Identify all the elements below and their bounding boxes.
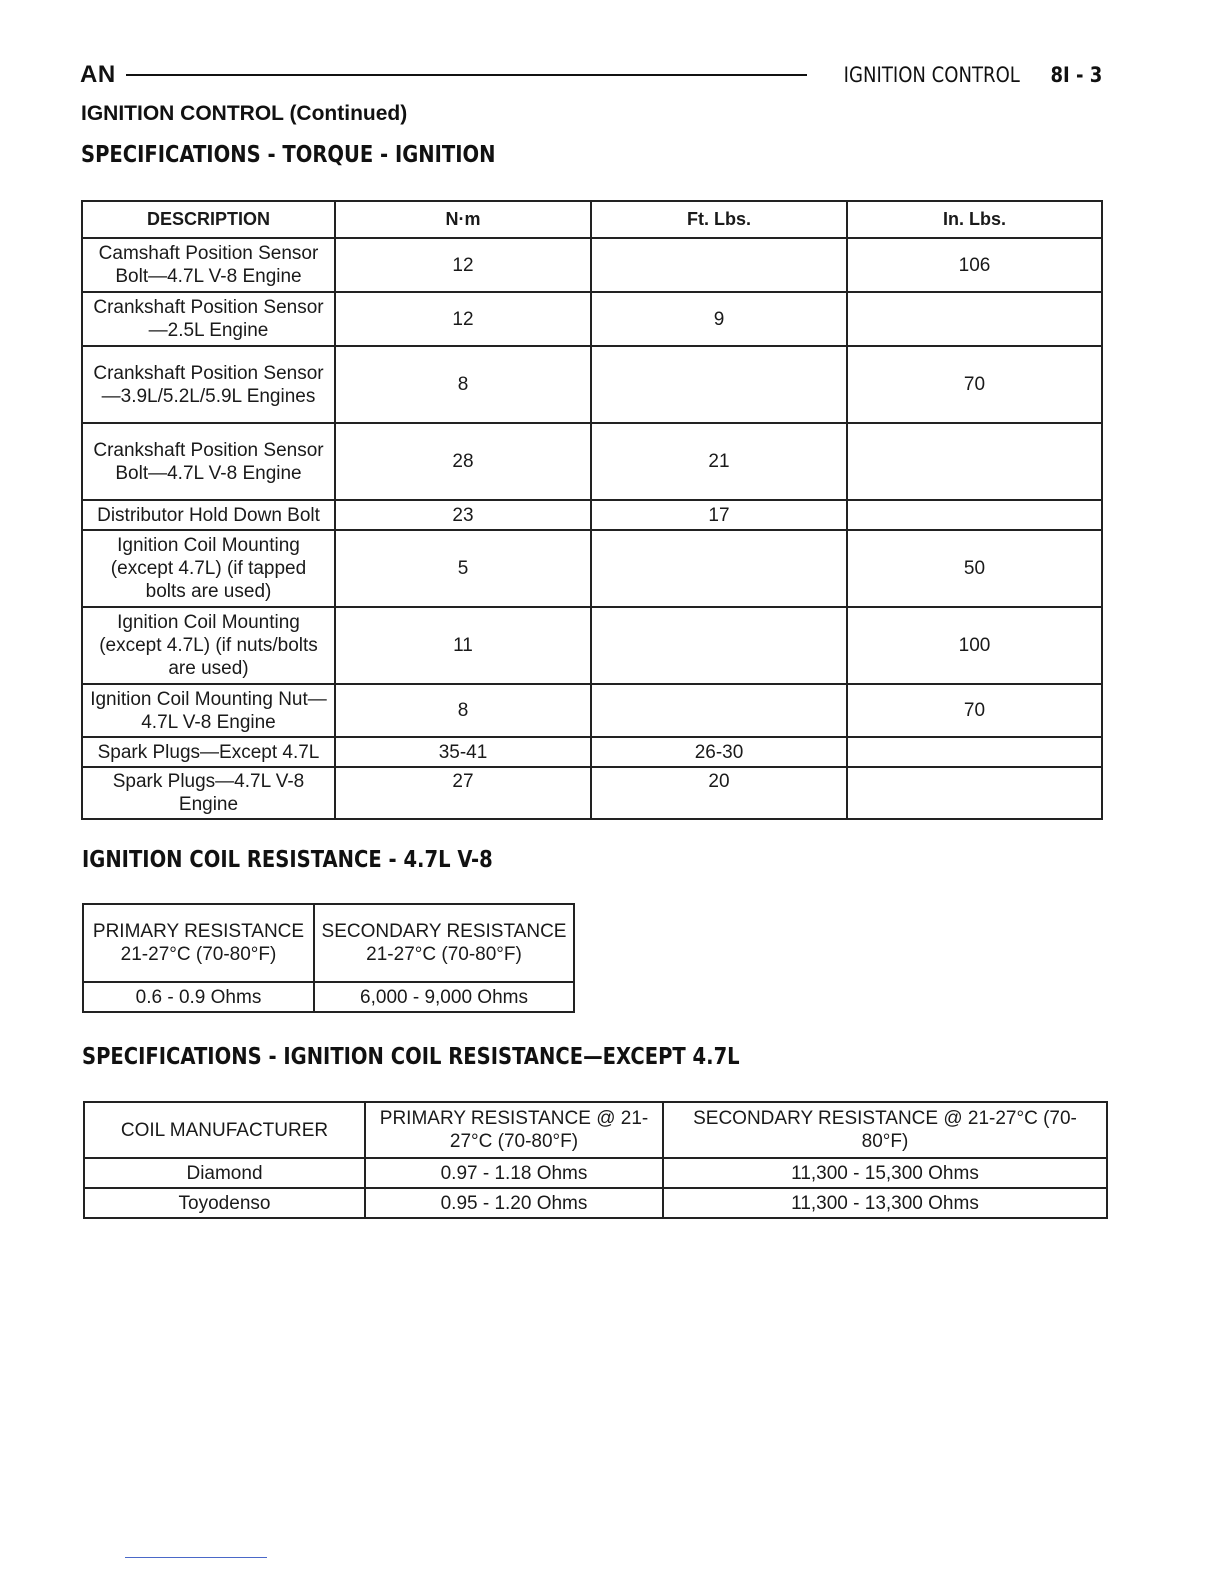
- row-nm: 12: [335, 292, 591, 346]
- row-in-lbs: [847, 737, 1102, 767]
- row-nm: 28: [335, 423, 591, 500]
- col-coil-manufacturer: COIL MANUFACTURER: [84, 1102, 365, 1158]
- row-ft-lbs: 20: [591, 767, 847, 819]
- col-description: DESCRIPTION: [82, 201, 335, 238]
- table-row: [82, 737, 1102, 767]
- torque-header-row: [82, 201, 1102, 238]
- table-row: [82, 607, 1102, 684]
- coil47-section-title: IGNITION COIL RESISTANCE - 4.7L V-8: [82, 847, 493, 873]
- torque-table: [81, 200, 1103, 820]
- page-header: [80, 60, 1102, 90]
- col-secondary-resistance: SECONDARY RESISTANCE @ 21-27°C (70-80°F): [663, 1102, 1107, 1158]
- row-description: Crankshaft Position Sensor Bolt—4.7L V-8 Engine: [82, 423, 335, 500]
- coil47-header-row: [83, 904, 574, 982]
- row-ft-lbs: 17: [591, 500, 847, 530]
- row-ft-lbs: 26-30: [591, 737, 847, 767]
- row-manufacturer: Toyodenso: [84, 1188, 365, 1218]
- row-in-lbs: 50: [847, 530, 1102, 607]
- table-row: [82, 767, 1102, 819]
- secondary-resistance-value: 6,000 - 9,000 Ohms: [314, 982, 574, 1012]
- coil47-table: [82, 903, 575, 1013]
- header-section-code: AN: [80, 61, 116, 88]
- row-description: Crankshaft Position Sensor—2.5L Engine: [82, 292, 335, 346]
- row-description: Crankshaft Position Sensor—3.9L/5.2L/5.9L Engines: [82, 346, 335, 423]
- row-ft-lbs: 9: [591, 292, 847, 346]
- header-page-number: 8I - 3: [1050, 63, 1102, 87]
- col-in-lbs: In. Lbs.: [847, 201, 1102, 238]
- col-primary-resistance: PRIMARY RESISTANCE 21-27°C (70-80°F): [83, 904, 314, 982]
- col-secondary-resistance: SECONDARY RESISTANCE 21-27°C (70-80°F): [314, 904, 574, 982]
- table-row: [82, 292, 1102, 346]
- row-primary: 0.95 - 1.20 Ohms: [365, 1188, 663, 1218]
- table-row: [82, 684, 1102, 737]
- col-primary-resistance: PRIMARY RESISTANCE @ 21-27°C (70-80°F): [365, 1102, 663, 1158]
- row-nm: 8: [335, 684, 591, 737]
- row-ft-lbs: [591, 238, 847, 292]
- row-in-lbs: [847, 500, 1102, 530]
- row-ft-lbs: [591, 346, 847, 423]
- header-title: IGNITION CONTROL: [843, 63, 1020, 87]
- row-description: Camshaft Position Sensor Bolt—4.7L V-8 Engine: [82, 238, 335, 292]
- row-ft-lbs: [591, 684, 847, 737]
- row-nm: 11: [335, 607, 591, 684]
- row-secondary: 11,300 - 15,300 Ohms: [663, 1158, 1107, 1188]
- row-in-lbs: 106: [847, 238, 1102, 292]
- row-description: Spark Plugs—4.7L V-8 Engine: [82, 767, 335, 819]
- table-row: [82, 500, 1102, 530]
- row-nm: 35-41: [335, 737, 591, 767]
- coil-except-header-row: [84, 1102, 1107, 1158]
- table-row: [83, 982, 574, 1012]
- table-row: [82, 423, 1102, 500]
- row-in-lbs: [847, 767, 1102, 819]
- table-row: [82, 238, 1102, 292]
- row-in-lbs: [847, 423, 1102, 500]
- table-row: [84, 1158, 1107, 1188]
- row-nm: 27: [335, 767, 591, 819]
- row-primary: 0.97 - 1.18 Ohms: [365, 1158, 663, 1188]
- header-rule: [126, 74, 807, 76]
- table-row: [82, 530, 1102, 607]
- col-nm: N·m: [335, 201, 591, 238]
- row-description: Ignition Coil Mounting Nut—4.7L V-8 Engine: [82, 684, 335, 737]
- row-nm: 23: [335, 500, 591, 530]
- row-in-lbs: 70: [847, 684, 1102, 737]
- table-row: [82, 346, 1102, 423]
- row-secondary: 11,300 - 13,300 Ohms: [663, 1188, 1107, 1218]
- coil-except-table: [83, 1101, 1108, 1219]
- row-ft-lbs: 21: [591, 423, 847, 500]
- row-nm: 8: [335, 346, 591, 423]
- continued-heading: IGNITION CONTROL (Continued): [81, 102, 408, 125]
- table-row: [84, 1188, 1107, 1218]
- row-description: Distributor Hold Down Bolt: [82, 500, 335, 530]
- coil-except-section-title: SPECIFICATIONS - IGNITION COIL RESISTANCE—EXCEPT 4.7L: [82, 1044, 740, 1070]
- footer-line: [125, 1557, 267, 1558]
- row-description: Ignition Coil Mounting (except 4.7L) (if tapped bolts are used): [82, 530, 335, 607]
- row-description: Spark Plugs—Except 4.7L: [82, 737, 335, 767]
- row-ft-lbs: [591, 530, 847, 607]
- row-nm: 12: [335, 238, 591, 292]
- row-manufacturer: Diamond: [84, 1158, 365, 1188]
- row-in-lbs: 100: [847, 607, 1102, 684]
- row-nm: 5: [335, 530, 591, 607]
- row-description: Ignition Coil Mounting (except 4.7L) (if nuts/bolts are used): [82, 607, 335, 684]
- col-ft-lbs: Ft. Lbs.: [591, 201, 847, 238]
- row-ft-lbs: [591, 607, 847, 684]
- row-in-lbs: 70: [847, 346, 1102, 423]
- row-in-lbs: [847, 292, 1102, 346]
- torque-section-title: SPECIFICATIONS - TORQUE - IGNITION: [81, 142, 496, 168]
- primary-resistance-value: 0.6 - 0.9 Ohms: [83, 982, 314, 1012]
